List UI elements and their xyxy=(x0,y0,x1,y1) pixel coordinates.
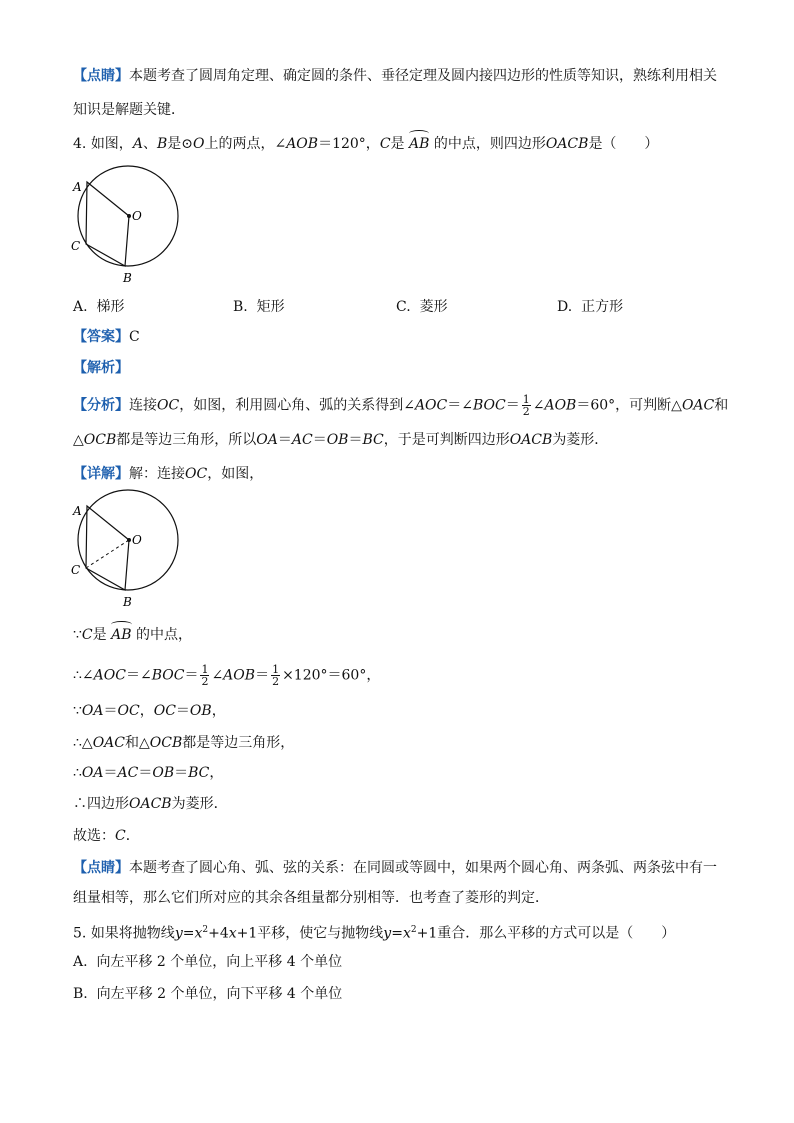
note-paragraph-2-cont xyxy=(73,888,549,908)
label-a: A xyxy=(73,504,82,518)
answer-tag: 【答案】 xyxy=(73,329,129,345)
fraction xyxy=(200,664,209,687)
step-1 xyxy=(73,625,192,645)
var: OC xyxy=(117,703,140,719)
var: OA xyxy=(256,432,278,448)
var: O xyxy=(192,136,205,152)
var: AOB xyxy=(286,136,319,152)
text: ＝ xyxy=(103,765,118,781)
numerator: 1 xyxy=(522,393,530,406)
question-number: 5. xyxy=(73,925,87,942)
text: 是⊙ xyxy=(167,136,193,152)
text: ∠ xyxy=(211,667,224,684)
text: ∴四边形 xyxy=(73,796,129,812)
text: ，如图， xyxy=(207,466,264,482)
step-4 xyxy=(73,733,294,753)
text: +1重合．那么平移的方式可以是（ ） xyxy=(416,925,676,942)
option-a xyxy=(73,296,124,316)
text: 和 xyxy=(714,397,729,414)
text: 都是等边三角形，所以 xyxy=(116,432,257,448)
note-text: 组量相等，那么它们所对应的其余各组量都分别相等．也考查了菱形的判定． xyxy=(73,890,549,906)
option-label: A. xyxy=(73,299,88,315)
text: ∠ xyxy=(532,397,545,414)
text: ＝ xyxy=(348,432,363,448)
label-o: O xyxy=(132,209,142,223)
var: OB xyxy=(326,432,349,448)
option-text: 向左平移 2 个单位，向下平移 4 个单位 xyxy=(96,986,343,1002)
var: OACB xyxy=(509,432,553,448)
text: ∵ xyxy=(73,703,82,719)
text: △ xyxy=(73,432,84,448)
center-point xyxy=(127,538,131,542)
text: 为菱形． xyxy=(552,432,609,448)
denominator: 2 xyxy=(201,675,209,688)
text: 为菱形． xyxy=(171,796,228,812)
text: ＝120°， xyxy=(318,136,380,152)
step-5 xyxy=(73,763,223,783)
option-label: D. xyxy=(557,299,573,315)
var: AOC xyxy=(93,667,126,684)
note-text: 知识是解题关键． xyxy=(73,102,185,118)
option-label: A. xyxy=(73,954,88,970)
text: ＝∠ xyxy=(125,667,152,684)
analysis-tag: 【解析】 xyxy=(73,360,129,376)
var: OA xyxy=(81,765,104,781)
text: ， xyxy=(139,703,154,719)
var: C xyxy=(115,828,126,844)
fenxi-line-2 xyxy=(73,430,608,450)
exponent: 2 xyxy=(202,925,209,935)
text: ＝∠ xyxy=(447,397,473,414)
text: 是 xyxy=(92,627,107,643)
text: ， xyxy=(211,703,226,719)
text: ＝60°，可判断△ xyxy=(576,397,682,414)
text: = xyxy=(182,925,195,942)
var: B xyxy=(156,136,168,152)
var: OC xyxy=(153,703,176,719)
text: ∴∠ xyxy=(73,667,94,684)
text: +4 xyxy=(208,925,229,942)
step-7 xyxy=(73,826,140,846)
var: OC xyxy=(157,397,180,414)
text: ＝ xyxy=(138,765,153,781)
text: ，如图，利用圆心角、弧的关系得到∠ xyxy=(179,397,415,414)
var: x xyxy=(194,925,203,942)
text: 如图， xyxy=(90,136,133,152)
text: +1平移，使它与抛物线 xyxy=(236,925,384,942)
var: OCB xyxy=(83,432,117,448)
var: C xyxy=(379,136,391,152)
var: OCB xyxy=(149,735,183,751)
note-paragraph-1-cont xyxy=(73,100,185,120)
var: BC xyxy=(188,765,210,781)
step-2 xyxy=(73,664,380,687)
text: ＝ xyxy=(312,432,327,448)
text: 解：连接 xyxy=(129,466,185,482)
step-3 xyxy=(73,701,226,721)
var: OAC xyxy=(681,397,715,414)
quadrilateral xyxy=(86,182,129,266)
numerator: 1 xyxy=(272,663,280,676)
text: ＝ xyxy=(505,397,520,414)
detail-intro xyxy=(73,464,263,484)
arc-symbol: AB xyxy=(408,136,430,152)
text: 连接 xyxy=(129,397,157,414)
note-text: 本题考查了圆周角定理、确定圆的条件、垂径定理及圆内接四边形的性质等知识，熟练利用相关 xyxy=(129,68,717,84)
var: OB xyxy=(189,703,212,719)
label-o: O xyxy=(132,533,142,547)
var: OACB xyxy=(129,796,172,812)
fenxi-line-1 xyxy=(73,394,728,417)
var: BC xyxy=(362,432,384,448)
option-text: 向左平移 2 个单位，向上平移 4 个单位 xyxy=(96,954,343,970)
option-b xyxy=(233,296,285,316)
option-c xyxy=(396,296,448,316)
var: OC xyxy=(185,466,208,482)
fraction xyxy=(271,664,280,687)
text: 故选： xyxy=(73,828,115,844)
label-b: B xyxy=(123,595,132,609)
text: ∵ xyxy=(73,627,82,643)
text: 都是等边三角形， xyxy=(182,735,295,751)
text: 、 xyxy=(142,136,157,152)
text: 是 xyxy=(390,136,405,152)
var: BOC xyxy=(472,397,506,414)
var: AOB xyxy=(544,397,577,414)
step-6 xyxy=(73,794,228,814)
note-paragraph-2 xyxy=(73,858,717,878)
text: 是（ ） xyxy=(588,136,659,152)
label-a: A xyxy=(73,180,82,194)
circle-figure-1 xyxy=(66,164,186,288)
text: ＝ xyxy=(184,667,199,684)
var: y xyxy=(174,925,183,942)
denominator: 2 xyxy=(522,405,530,418)
text: ＝ xyxy=(103,703,118,719)
label-c: C xyxy=(71,239,81,253)
text: 如果将抛物线 xyxy=(90,925,175,942)
var: OB xyxy=(152,765,175,781)
text: = xyxy=(391,925,403,942)
center-point xyxy=(127,214,131,218)
answer-value: C xyxy=(129,329,140,345)
var: OA xyxy=(81,703,104,719)
option-label: B. xyxy=(73,986,88,1002)
var: OACB xyxy=(545,136,589,152)
text: ＝ xyxy=(174,765,189,781)
text: 和△ xyxy=(125,735,150,751)
text: ×120°＝60°， xyxy=(282,667,381,684)
var: A xyxy=(132,136,143,152)
detail-tag: 【详解】 xyxy=(73,466,129,482)
var: C xyxy=(81,627,93,643)
option-d xyxy=(557,296,623,316)
question-5-stem xyxy=(73,920,675,944)
label-c: C xyxy=(71,563,81,577)
var: AC xyxy=(291,432,313,448)
text: ， xyxy=(209,765,224,781)
question-4-stem xyxy=(73,134,658,154)
option-text: 正方形 xyxy=(581,299,624,315)
q5-option-a xyxy=(73,952,342,972)
text: ． xyxy=(125,828,140,844)
fraction xyxy=(522,394,531,417)
quadrilateral xyxy=(86,506,129,590)
note-text: 本题考查了圆心角、弧、弦的关系：在同圆或等圆中，如果两个圆心角、两条弧、两条弦中有一 xyxy=(129,860,717,876)
question-number: 4. xyxy=(73,136,87,152)
q5-option-b xyxy=(73,984,342,1004)
var: y xyxy=(383,925,392,942)
dashed-segment-oc xyxy=(86,540,129,568)
option-text: 菱形 xyxy=(419,299,448,315)
option-text: 梯形 xyxy=(96,299,125,315)
var: AOB xyxy=(223,667,256,684)
text: ∴ xyxy=(73,765,82,781)
analysis-header xyxy=(73,358,129,378)
var: AOC xyxy=(414,397,448,414)
arc-symbol: AB xyxy=(111,627,132,643)
label-b: B xyxy=(123,271,132,285)
var: x xyxy=(402,925,411,942)
numerator: 1 xyxy=(201,663,209,676)
option-label: B. xyxy=(233,299,248,315)
text: ＝ xyxy=(277,432,292,448)
text: 的中点，则四边形 xyxy=(433,136,546,152)
fenxi-tag: 【分析】 xyxy=(73,397,129,414)
text: 的中点， xyxy=(135,627,192,643)
note-paragraph-1 xyxy=(73,66,717,86)
var: x xyxy=(228,925,237,942)
text: ，于是可判断四边形 xyxy=(383,432,510,448)
text: ∴△ xyxy=(73,735,93,751)
denominator: 2 xyxy=(272,675,280,688)
text: 上的两点，∠ xyxy=(204,136,287,152)
exponent: 2 xyxy=(410,925,417,935)
note-tag: 【点睛】 xyxy=(73,860,129,876)
text: ＝ xyxy=(255,667,270,684)
var: AC xyxy=(117,765,139,781)
option-text: 矩形 xyxy=(256,299,285,315)
var: OAC xyxy=(92,735,125,751)
var: BOC xyxy=(151,667,185,684)
circle-figure-2 xyxy=(66,488,186,612)
note-tag: 【点睛】 xyxy=(73,68,129,84)
option-label: C. xyxy=(396,299,411,315)
answer-line xyxy=(73,327,140,347)
text: ＝ xyxy=(175,703,190,719)
